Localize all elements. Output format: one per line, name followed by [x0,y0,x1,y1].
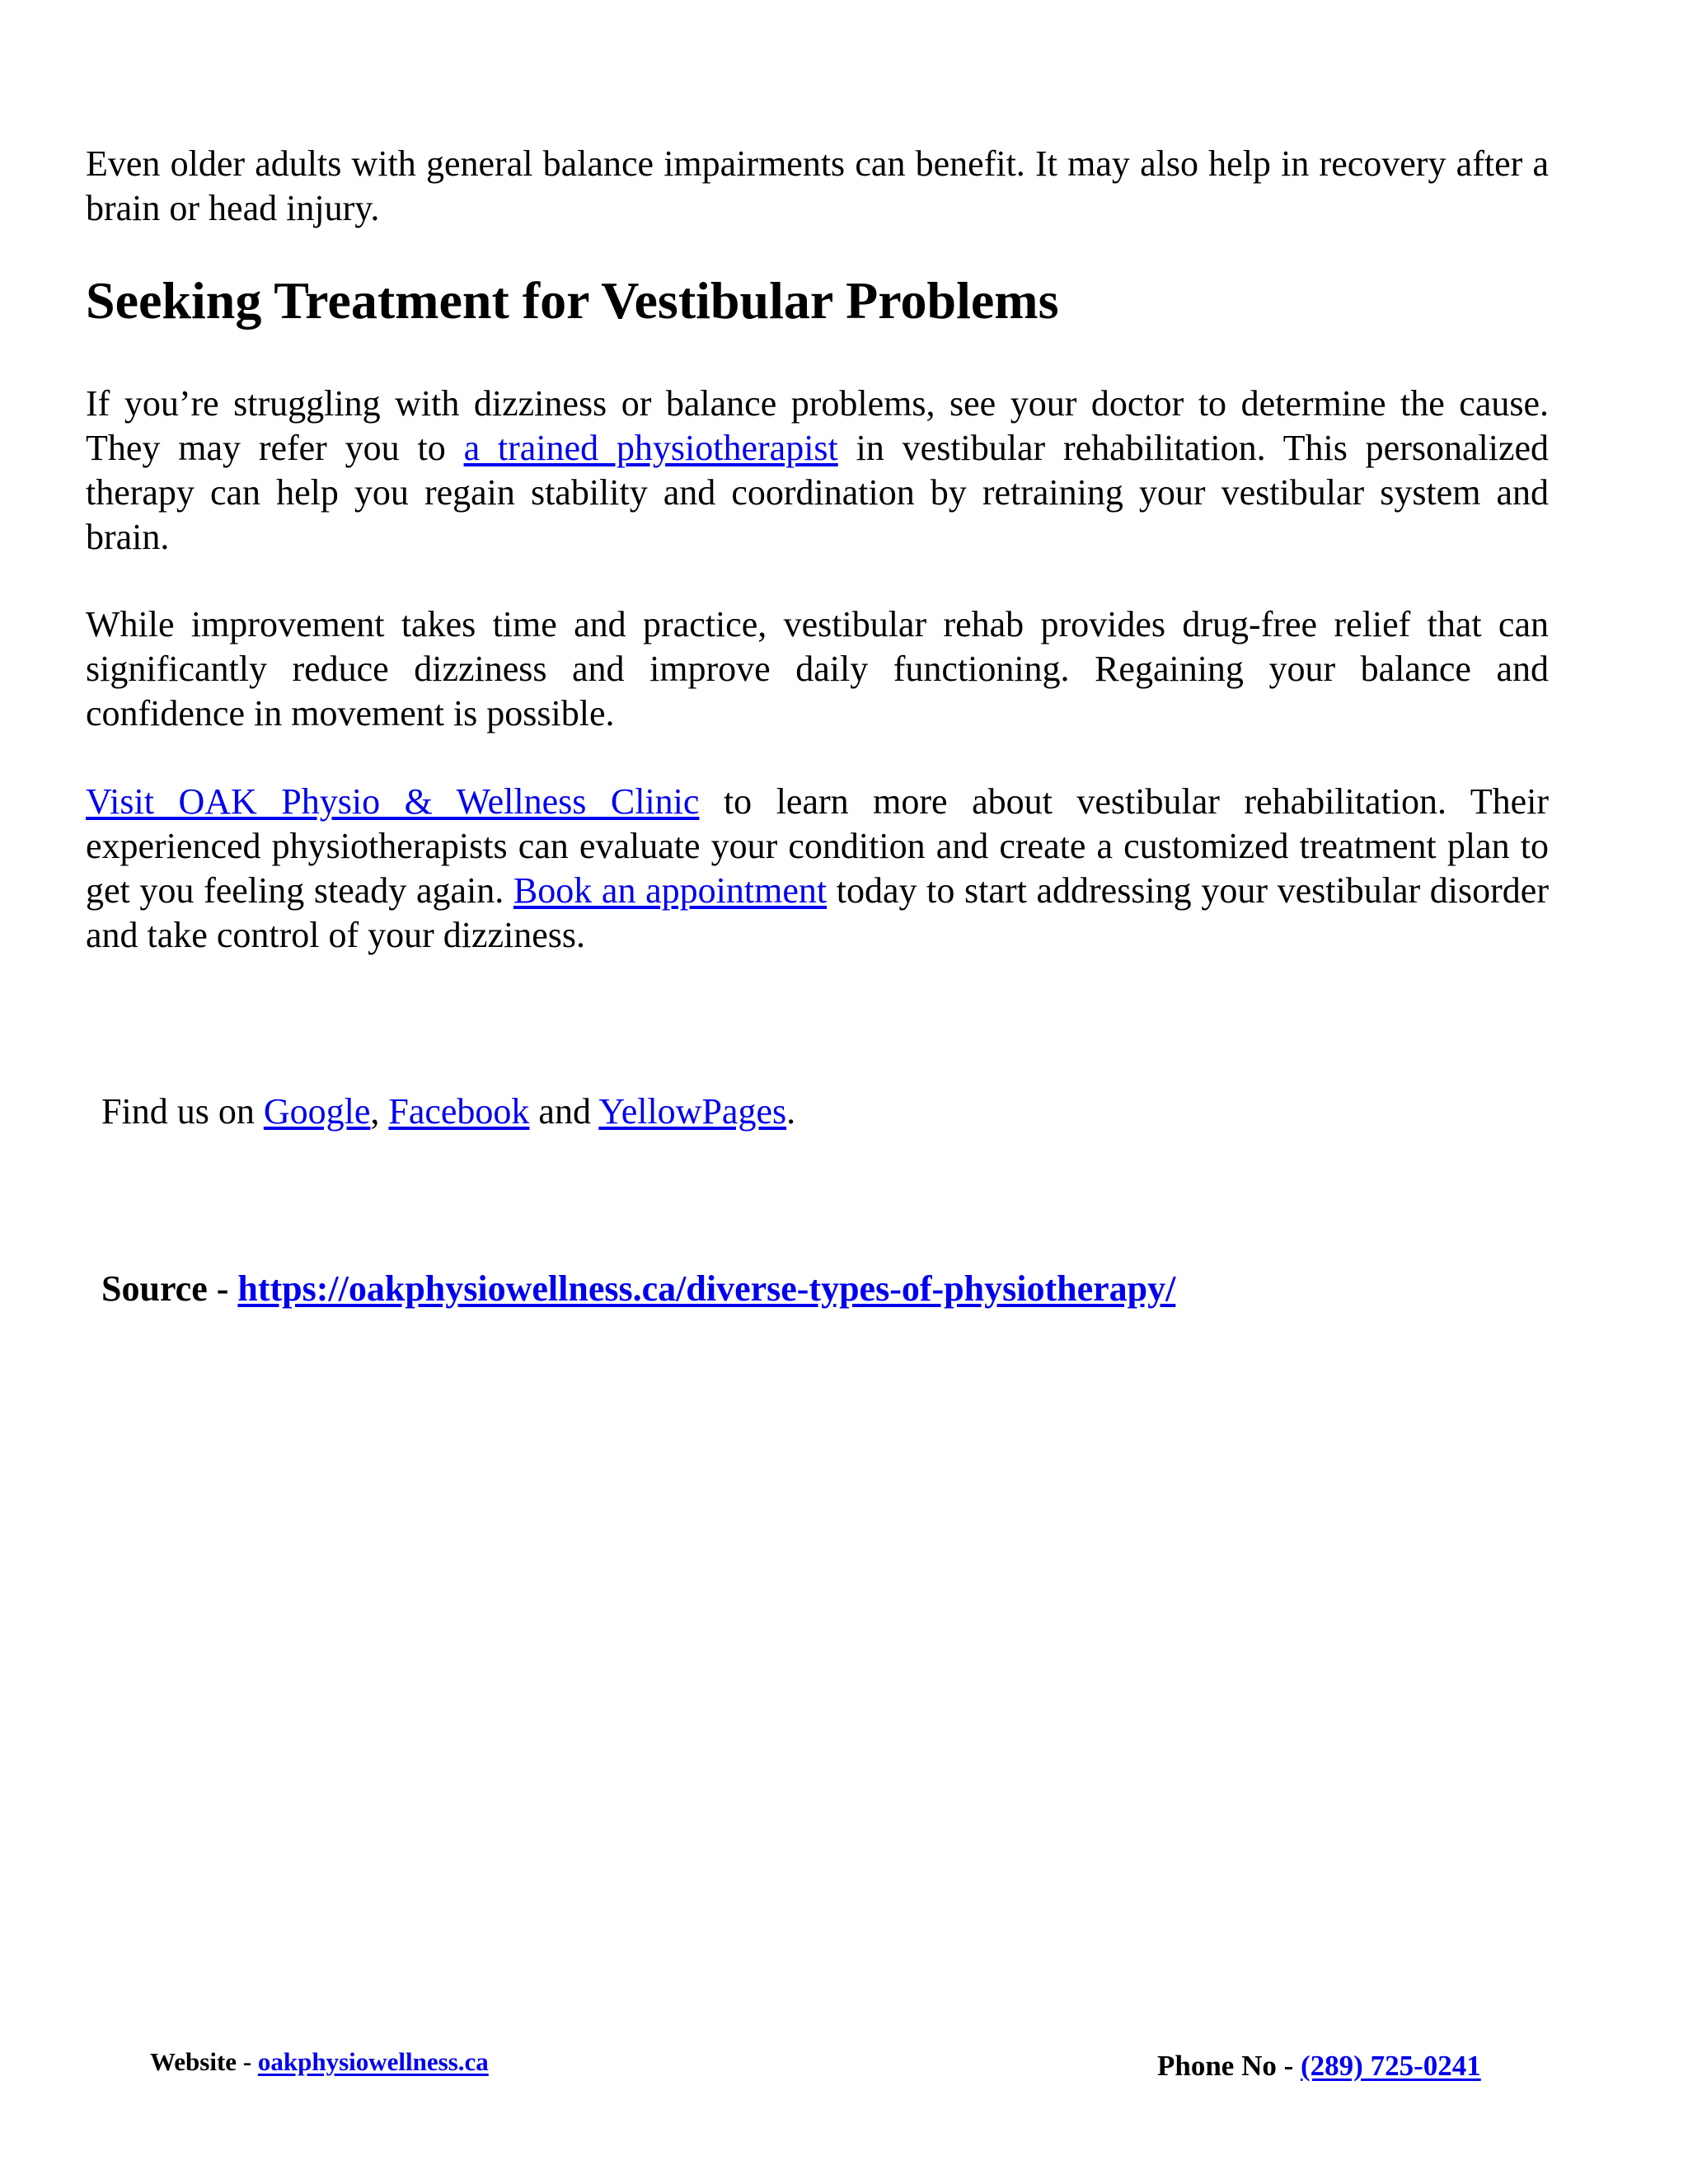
visit-text-after: today to start addressing your vestibular disorder and take control of your dizziness. [86,870,1549,955]
book-appointment-link[interactable]: Book an appointment [513,870,828,911]
phone-link[interactable]: (289) 725-0241 [1301,2050,1481,2082]
section-heading: Seeking Treatment for Vestibular Problems [86,271,1059,330]
treatment-text-before: If you’re struggling with dizziness or balance problems, see your doctor to determine the cause. They may refer you to [86,383,1549,468]
website-link[interactable]: oakphysiowellness.ca [257,2047,489,2076]
google-link[interactable]: Google [263,1091,371,1132]
intro-text: Even older adults with general balance impairments can benefit. It may also help in recovery after a brain or head injury. [86,143,1549,228]
find-us-line [101,1090,795,1134]
website-label: Website - [150,2047,258,2076]
footer-phone [1157,2048,1481,2084]
intro-paragraph [86,142,1549,231]
facebook-link[interactable]: Facebook [388,1091,530,1132]
treatment-paragraph [86,382,1549,560]
source-label: Source - [101,1268,238,1309]
source-url-link[interactable]: https://oakphysiowellness.ca/diverse-types-of-physiotherapy/ [237,1268,1176,1309]
find-us-and: and [529,1091,599,1132]
footer-website [150,2046,489,2079]
visit-paragraph [86,780,1549,958]
find-us-comma: , [370,1091,389,1132]
improvement-paragraph [86,602,1549,736]
visit-clinic-link[interactable]: Visit OAK Physio & Wellness Clinic [86,781,700,822]
treatment-text-after: in vestibular rehabilitation. This personalized therapy can help you regain stability and coordination by retraining your vestibular system and brain. [86,428,1550,557]
find-us-period: . [786,1091,796,1132]
yellowpages-link[interactable]: YellowPages [598,1091,787,1132]
source-line [101,1267,1175,1311]
improvement-text: While improvement takes time and practice, vestibular rehab provides drug-free relief that can significantly reduce dizziness and improve daily functioning. Regaining your balance and confidence in movement is possible. [86,604,1549,733]
visit-text-middle: to learn more about vestibular rehabilitation. Their experienced physiotherapists can evaluate your condition and create a customized treatment plan to get you feeling steady again. [86,781,1549,911]
find-us-prefix: Find us on [101,1091,264,1132]
trained-physiotherapist-link[interactable]: a trained physiotherapist [463,428,838,468]
phone-label: Phone No - [1157,2050,1301,2082]
